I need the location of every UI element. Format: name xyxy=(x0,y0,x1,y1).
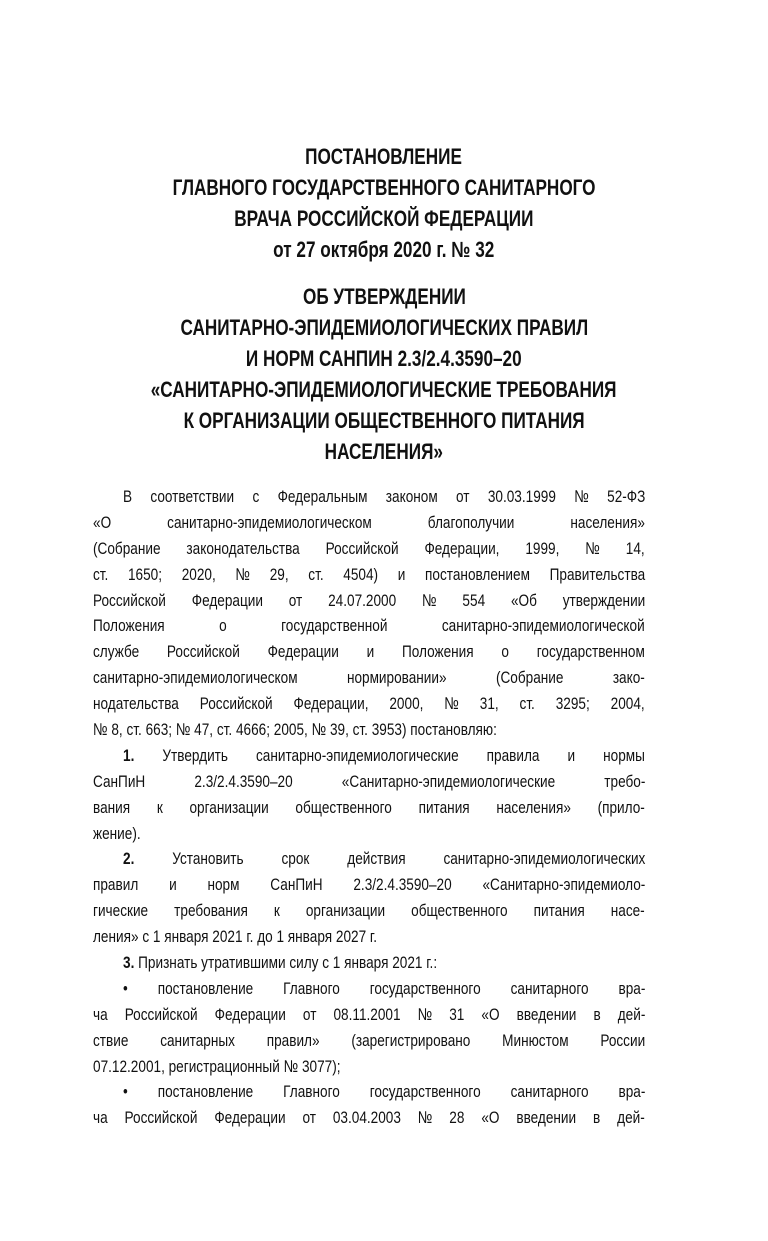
subject-line: «САНИТАРНО-ЭПИДЕМИОЛОГИЧЕСКИЕ ТРЕБОВАНИЯ xyxy=(151,377,617,402)
subject-line: ОБ УТВЕРЖДЕНИИ xyxy=(302,284,466,309)
preamble-line: Положения о государственной санитарно-эпидемиологической xyxy=(93,616,645,636)
preamble-line: нодательства Российской Федерации, 2000, № 31, ст. 3295; 2004, xyxy=(93,694,645,714)
bullet-icon: • xyxy=(123,1082,128,1102)
preamble-line: службе Российской Федерации и Положения о государственном xyxy=(93,642,645,662)
bullet-icon: • xyxy=(123,978,128,998)
item-3-line: 3. Признать утратившими силу с 1 января 2021 г.: xyxy=(123,953,438,973)
bullet-2-line: ча Российской Федерации от 03.04.2003 № 28 «О введении в дей- xyxy=(93,1108,645,1128)
document-body xyxy=(93,484,645,1131)
preamble-line: № 8, ст. 663; № 47, ст. 4666; 2005, № 39, ст. 3953) постановляю: xyxy=(93,720,497,740)
bullet-1-line: 07.12.2001, регистрационный № 3077); xyxy=(93,1056,341,1076)
bullet-1-line: ча Российской Федерации от 08.11.2001 № 31 «О введении в дей- xyxy=(93,1004,646,1024)
title-date-line: от 27 октября 2020 г. № 32 xyxy=(273,237,495,262)
preamble-line: В соответствии с Федеральным законом от 30.03.1999 № 52-ФЗ xyxy=(123,487,646,506)
subject-line: И НОРМ САНПИН 2.3/2.4.3590–20 xyxy=(246,346,522,371)
item-2-line: 2. Установить срок действия санитарно-эпидемиологических xyxy=(123,849,646,869)
title-line: ГЛАВНОГО ГОСУДАРСТВЕННОГО САНИТАРНОГО xyxy=(172,175,596,200)
item-number: 2. xyxy=(123,849,135,869)
preamble-line: Российской Федерации от 24.07.2000 № 554 «Об утверждении xyxy=(93,590,646,610)
item-1-line: 1. Утвердить санитарно-эпидемиологические правила и нормы xyxy=(123,745,645,765)
item-1-line: вания к организации общественного питания населения» (прило- xyxy=(93,797,645,817)
item-1-line: СанПиН 2.3/2.4.3590–20 «Санитарно-эпидемиологические требо- xyxy=(93,771,646,791)
item-2-line: правил и норм СанПиН 2.3/2.4.3590–20 «Санитарно-эпидемиоло- xyxy=(93,875,646,895)
item-number: 3. xyxy=(123,953,135,973)
document-subject xyxy=(0,281,768,467)
bullet-1-line: • постановление Главного государственного санитарного вра- xyxy=(123,978,646,998)
title-line: ПОСТАНОВЛЕНИЕ xyxy=(305,144,463,169)
item-2-line: ления» с 1 января 2021 г. до 1 января 2027 г. xyxy=(93,927,377,947)
preamble-line: ст. 1650; 2020, № 29, ст. 4504) и постановлением Правительства xyxy=(93,564,646,584)
item-1-line: жение). xyxy=(93,823,141,843)
subject-line: НАСЕЛЕНИЯ» xyxy=(324,439,444,464)
item-2-line: гические требования к организации общественного питания насе- xyxy=(93,901,645,921)
preamble-line: «О санитарно-эпидемиологическом благополучии населения» xyxy=(93,512,645,532)
preamble-line: санитарно-эпидемиологическом нормировании» (Собрание зако- xyxy=(93,668,645,688)
preamble-line: (Собрание законодательства Российской Федерации, 1999, № 14, xyxy=(93,538,645,558)
subject-line: К ОРГАНИЗАЦИИ ОБЩЕСТВЕННОГО ПИТАНИЯ xyxy=(183,408,585,433)
bullet-1-line: ствие санитарных правил» (зарегистрировано Минюстом России xyxy=(93,1030,646,1050)
bullet-2-line: • постановление Главного государственного санитарного вра- xyxy=(123,1082,646,1102)
document-title xyxy=(0,141,768,265)
title-line: ВРАЧА РОССИЙСКОЙ ФЕДЕРАЦИИ xyxy=(234,206,534,231)
subject-line: САНИТАРНО-ЭПИДЕМИОЛОГИЧЕСКИХ ПРАВИЛ xyxy=(180,315,588,340)
item-number: 1. xyxy=(123,745,135,765)
